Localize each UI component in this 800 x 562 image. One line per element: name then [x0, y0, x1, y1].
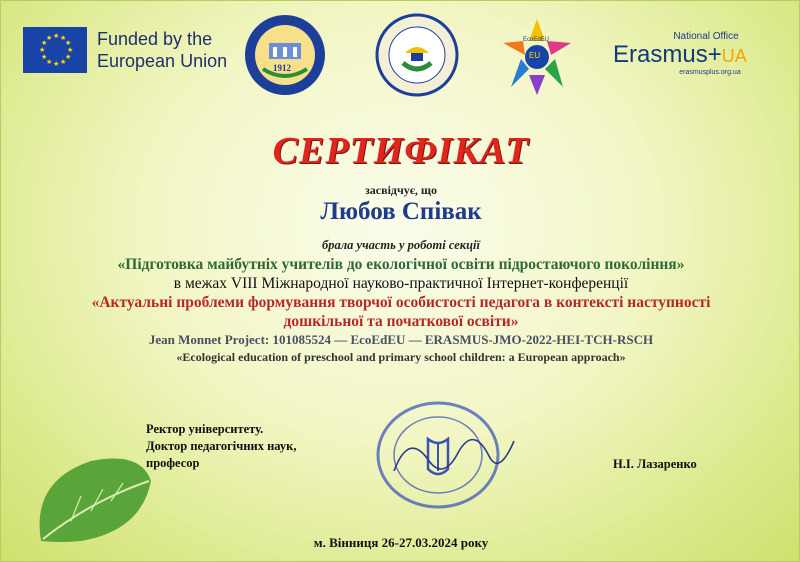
erasmus-country: UA — [721, 46, 747, 66]
erasmus-office: National Office — [673, 31, 739, 42]
rector-line2: Доктор педагогічних наук, — [146, 439, 297, 453]
conference-title — [1, 293, 800, 331]
seal-year: 1912 — [273, 63, 291, 73]
svg-text:★: ★ — [41, 53, 48, 61]
svg-text:★: ★ — [39, 46, 46, 54]
svg-text:★: ★ — [46, 34, 53, 42]
rector-name: Н.І. Лазаренко — [613, 457, 697, 471]
svg-text:★: ★ — [41, 39, 48, 47]
rector-title-block — [146, 421, 297, 472]
place-date: м. Вінниця 26-27.03.2024 року — [313, 535, 489, 550]
erasmus-url: erasmusplus.org.ua — [679, 69, 741, 76]
faculty-logo — [375, 13, 459, 102]
erasmus-brand: Erasmus+ — [613, 41, 722, 68]
ecoedeu-eu-label: EU — [529, 51, 541, 60]
header-logos — [1, 11, 800, 111]
signature-icon — [389, 421, 519, 496]
svg-text:★: ★ — [65, 39, 72, 47]
svg-text:★: ★ — [53, 60, 60, 68]
certificate-title: СЕРТИФІКАТ — [272, 130, 530, 172]
project-title: «Ecological education of preschool and primary school children: a European approach» — [176, 350, 626, 364]
svg-text:★: ★ — [67, 46, 74, 54]
eu-funded-line1: Funded by the — [97, 29, 213, 49]
svg-text:★: ★ — [53, 32, 60, 40]
section-name: «Підготовка майбутніх учителів до екологічної освіти підростаючого покоління» — [117, 256, 685, 273]
svg-text:★: ★ — [65, 53, 72, 61]
conference-line: в межах VIII Міжнародної науково-практичної Інтернет-конференції — [173, 275, 629, 292]
erasmus-ua-logo — [613, 31, 747, 76]
eu-funding-logo — [23, 27, 227, 73]
eu-flag-icon — [23, 27, 87, 73]
certifies-text: засвідчує, що — [364, 183, 438, 197]
eu-funded-line2: European Union — [97, 51, 228, 71]
recipient-name: Любов Співак — [320, 198, 482, 225]
conference-title-line1: «Актуальні проблеми формування творчої особистості педагога в контексті наступності — [91, 294, 711, 311]
rector-line3: професор — [146, 456, 200, 470]
ecoedeu-label: EcoEdEU — [523, 37, 550, 43]
university-seal-logo — [243, 13, 327, 102]
participation-text: брала участь у роботі секції — [322, 238, 480, 252]
svg-text:★: ★ — [60, 34, 67, 42]
svg-text:★: ★ — [46, 58, 53, 66]
project-line: Jean Monnet Project: 101085524 — EcoEdEU — ERASMUS-JMO-2022-HEI-TCH-RSCH — [148, 332, 654, 347]
svg-text:★: ★ — [60, 58, 67, 66]
rector-line1: Ректор університету. — [146, 422, 264, 436]
conference-title-line2: дошкільної та початкової освіти» — [283, 313, 519, 330]
ecoedeu-logo — [493, 13, 581, 106]
